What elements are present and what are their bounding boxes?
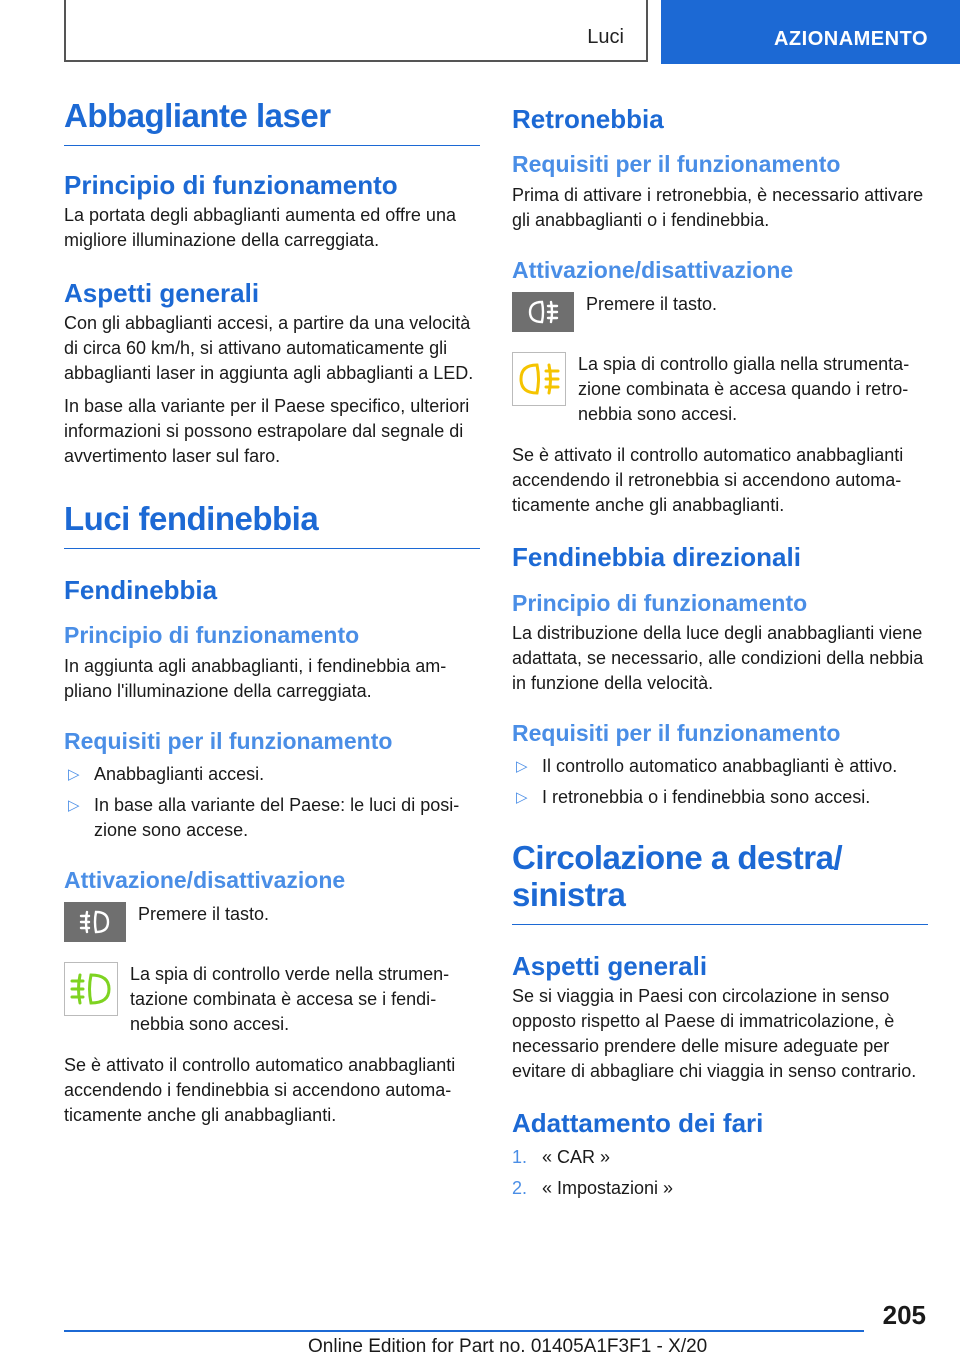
heading-adattamento: Adattamento dei fari <box>512 1107 764 1138</box>
heading-fendinebbia: Fendinebbia <box>64 575 218 606</box>
list-adattamento-steps <box>512 1145 928 1201</box>
text-aspetti-1: Con gli abbaglianti accesi, a partire da una velocità di circa 60 km/h, si attivano automaticamente gli abbaglianti laser in aggiunta agli abbaglianti a LED. <box>64 313 474 384</box>
heading-aspetti: Aspetti generali <box>64 278 260 309</box>
list-dir-requisiti <box>512 754 928 810</box>
row-retro-button <box>512 292 928 332</box>
heading-retro-requisiti: Requisiti per il funzionamento <box>512 151 841 178</box>
text-principio: La portata degli abbaglianti aumenta ed offre una migliore illuminazione della carreggiata. <box>64 205 456 251</box>
rear-fog-button-icon <box>512 292 574 332</box>
text-spia: La spia di controllo verde nella strumentazione combinata è accesa se i fendinebbia sono accesi. <box>130 964 450 1035</box>
list-fend-requisiti <box>64 762 480 843</box>
row-fend-button <box>64 902 480 942</box>
text-auto: Se è attivato il controllo automatico anabbaglianti accendendo i fendinebbia si accendono automaticamente anche gli anabbaglianti. <box>64 1055 456 1126</box>
heading-circolazione-section: Circolazione a destra/ sinistra <box>512 840 928 925</box>
heading-direzionali: Fendinebbia direzionali <box>512 542 801 573</box>
heading-fendinebbia-section: Luci fendinebbia <box>64 501 480 549</box>
list-item: ▷ In base alla variante del Paese: le luci di posizione sono accese. <box>68 794 460 840</box>
heading-dir-requisiti: Requisiti per il funzionamento <box>512 720 841 747</box>
list-item: ▷ I retronebbia o i fendinebbia sono accesi. <box>512 785 928 810</box>
text-premere: Premere il tasto. <box>586 294 718 315</box>
footer-divider <box>64 1330 864 1332</box>
heading-fend-attivazione: Attivazione/disattivazione <box>64 866 346 893</box>
footer-edition: Online Edition for Part no. 01405A1F3F1 - X/20 <box>308 1336 708 1357</box>
text-auto: Se è attivato il controllo automatico anabbaglianti accendendo il retronebbia si accendono automaticamente anche gli anabbaglianti. <box>512 445 904 516</box>
triangle-bullet-icon: ▷ <box>68 796 80 814</box>
section-tab <box>64 0 648 62</box>
page-number: 205 <box>882 1300 926 1330</box>
front-fog-indicator-icon <box>64 962 118 1016</box>
triangle-bullet-icon: ▷ <box>516 788 528 806</box>
rear-fog-indicator-icon <box>512 352 566 406</box>
heading-retro-attivazione: Attivazione/disattivazione <box>512 256 794 283</box>
heading-retronebbia: Retronebbia <box>512 104 664 134</box>
text-retro-requisiti: Prima di attivare i retronebbia, è necessario attivare gli anabbaglianti o i fendinebbia. <box>512 184 924 230</box>
right-column <box>512 98 928 1201</box>
front-fog-button-icon <box>64 902 126 942</box>
text-circ-aspetti: Se si viaggia in Paesi con circolazione in senso opposto rispetto al Paese di immatricolazione, è necessario prendere delle misure adeguate per evitare di abbagliare chi viaggia in senso contrario. <box>512 985 917 1081</box>
text-fend-principio: In aggiunta agli anabbaglianti, i fendinebbia ampliano l'illuminazione della carreggiata. <box>64 656 447 702</box>
list-item: 1. « CAR » <box>512 1147 611 1168</box>
triangle-bullet-icon: ▷ <box>68 765 80 783</box>
chapter-title: AZIONAMENTO <box>773 28 928 50</box>
text-dir-principio: La distribuzione della luce degli anabbaglianti viene adattata, se necessario, alle condizioni della nebbia in funzione della velocità. <box>512 623 924 694</box>
text-aspetti-2: In base alla variante per il Paese specifico, ulteriori informazioni si possono estrapolare dal segnale di avvertimento laser sul faro. <box>64 396 470 467</box>
heading-dir-principio: Principio di funzionamento <box>512 589 808 616</box>
text-spia: La spia di controllo gialla nella strumentazione combinata è accesa quando i retronebbia sono accesi. <box>578 354 910 425</box>
heading-principio: Principio di funzionamento <box>64 169 398 200</box>
row-retro-lamp <box>512 352 928 427</box>
left-column <box>64 98 480 1128</box>
heading-laser: Abbagliante laser <box>64 98 480 146</box>
heading-fend-requisiti: Requisiti per il funzionamento <box>64 728 393 755</box>
chapter-tab <box>661 0 960 64</box>
text-premere: Premere il tasto. <box>138 904 270 925</box>
heading-fend-principio: Principio di funzionamento <box>64 622 360 649</box>
page-header <box>0 0 960 66</box>
list-item: ▷ Anabbaglianti accesi. <box>64 762 480 787</box>
heading-circ-aspetti: Aspetti generali <box>512 950 708 981</box>
section-title: Luci <box>587 26 624 48</box>
list-item: ▷ Il controllo automatico anabbaglianti è attivo. <box>512 754 928 779</box>
list-item: 2. « Impostazioni » <box>512 1178 674 1199</box>
row-fend-lamp <box>64 962 480 1037</box>
triangle-bullet-icon: ▷ <box>516 757 528 775</box>
